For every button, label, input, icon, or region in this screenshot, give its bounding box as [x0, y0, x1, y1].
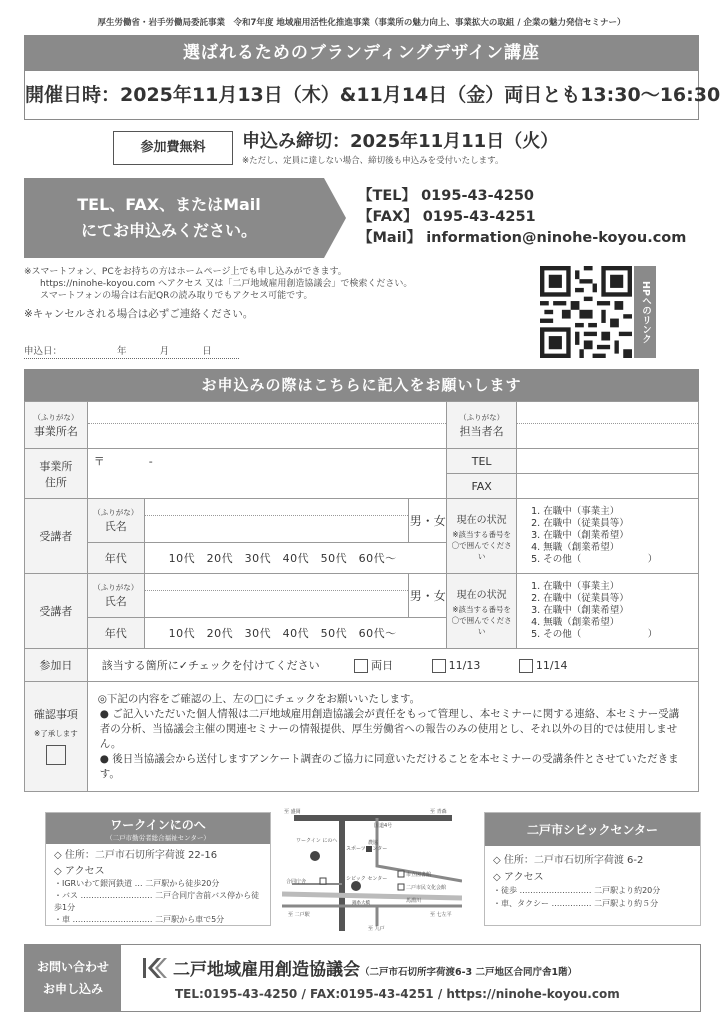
attendee1-name-field[interactable] — [144, 499, 409, 543]
map-label-morioka: 至 盛岡 — [284, 809, 301, 815]
top-note: 厚生労働省・岩手労働局委託事業 令和7年度 地域雇用活性化推進事業（事業所の魅力向上、事業拡大の取組 / 企業の魅力発信セミナー） — [97, 18, 626, 28]
attend-label: 参加日 — [25, 649, 88, 682]
age-label: 年代 — [87, 543, 144, 574]
footer — [24, 944, 701, 1012]
qr-link-tab: HPへのリンク — [634, 266, 656, 358]
event-date: 開催日時：2025年11月13日（木）&11月14日（金）両日とも13:30〜16:30 — [24, 71, 699, 120]
map-label-river: 馬淵川 — [406, 898, 422, 904]
contact-fax: 【FAX】 0195-43-4251 — [358, 209, 536, 225]
fee-badge: 参加費無料 — [113, 131, 233, 165]
attendee1-gender[interactable]: 男・女 — [409, 499, 447, 543]
venue-workin — [45, 812, 271, 926]
access-taxi: ・車、タクシー …………… 二戸駅より約５分 — [493, 899, 659, 908]
apply-method-line1: TEL、FAX、またはMail — [77, 195, 261, 214]
map-label-culture-hall: 二戸市民文化会館 — [406, 885, 447, 891]
company-label: （ふりがな） 事業所名 — [25, 402, 88, 449]
apply-method-line2: にてお申込みください。 — [80, 221, 257, 240]
confirm-text: ◎下記の内容をご確認の上、左の□にチェックをお願いいたします。 ● ご記入いただいた個人情報は二戸地域雇用創造協議会が責任をもって管理し、本セミナーに関する連絡、本セミナー受講者の分析、当協議会主催の関連セミナーの情報提供、厚生労働省への報告のみの使用とし、それ以外の目的では使用しません。 ● 後日当協議会から送付しますアンケート調査のご協力に同意いただけることを本セミナーの受講条件とさせていただきます。 — [87, 682, 698, 792]
map-label-nokyo: 農協 — [368, 840, 379, 846]
venue-civic-address: ◇ 住所：二戸市石切所字荷渡 6-2 — [493, 855, 644, 866]
checkbox-icon[interactable] — [354, 659, 368, 673]
deadline-note: ※ただし、定員に達しない場合、締切後も申込みを受付いたします。 — [242, 156, 504, 166]
address-label: 事業所 住所 — [25, 449, 88, 499]
application-form — [24, 401, 699, 792]
note-url: https://ninohe-koyou.com へアクセス 又は「二戸地域雇用創造協議会」で検索ください。 — [40, 279, 413, 289]
name-label: （ふりがな） 氏名 — [87, 499, 144, 543]
deadline: 申込み締切：2025年11月11日（火） — [242, 131, 559, 152]
attend-1114[interactable]: 11/14 — [516, 659, 568, 672]
attendee2-status-options[interactable]: 1. 在職中（事業主） 2. 在職中（従業員等） 3. 在職中（創業希望） 4. 無職（創業希望） 5. その他（ ） — [517, 574, 699, 649]
attendee2-gender[interactable]: 男・女 — [409, 574, 447, 618]
access-walk: ・徒歩 ……………………… 二戸駅より約20分 — [493, 886, 661, 895]
map-label-govt: 合同庁舎 — [286, 879, 307, 885]
attendee1-label: 受講者 — [25, 499, 88, 574]
note-qr: スマートフォンの場合は右記QRの読み取りでもアクセス可能です。 — [40, 291, 313, 301]
attend-row — [87, 649, 698, 682]
map-label-kunohe: 至 九戸 — [368, 926, 385, 931]
fax-field[interactable] — [517, 474, 699, 499]
map-label-route4: 国道4号 — [374, 823, 393, 829]
attend-instruction: 該当する箇所に✓チェックを付けてください — [101, 659, 320, 672]
notes — [24, 266, 412, 320]
org-name: 二戸地域雇用創造協議会（二戸市石切所字荷渡6-3 二戸地区合同庁舎1階） — [173, 960, 578, 980]
status-label: 現在の状況 ※該当する番号を〇で囲んでください — [447, 574, 517, 649]
access-bus: ・バス ……………………… 二戸合同庁舎前バス停から徒歩1分 — [54, 891, 260, 912]
address-field[interactable] — [87, 449, 446, 499]
checkbox-icon[interactable] — [519, 659, 533, 673]
person-label: （ふりがな） 担当者名 — [447, 402, 517, 449]
note-online: ※スマートフォン、PCをお持ちの方はホームページ上でも申し込みができます。 — [24, 267, 347, 277]
name-label: （ふりがな） 氏名 — [87, 574, 144, 618]
map-label-workin: ワークイン にのへ — [296, 838, 338, 844]
map-label-station: 至 二戸駅 — [288, 912, 310, 918]
apply-date-month: 月 — [159, 346, 170, 357]
contact-mail[interactable]: 【Mail】 information@ninohe-koyou.com — [358, 230, 687, 246]
venue-workin-access: ◇ アクセス — [54, 866, 105, 877]
status-label: 現在の状況 ※該当する番号を〇で囲んでください — [447, 499, 517, 574]
contact-info — [358, 186, 686, 249]
map-label-aomori: 至 青森 — [430, 809, 447, 815]
attendee2-name-field[interactable] — [144, 574, 409, 618]
confirm-label: 確認事項 ※了承します — [25, 682, 88, 792]
confirm-checkbox-icon[interactable] — [46, 745, 66, 765]
map-label-civic: シビック センター — [346, 876, 388, 882]
map-label-bridge: 錦糸大橋 — [352, 901, 370, 906]
map-label-sports: スポーツ センター — [346, 846, 388, 852]
apply-date-day: 日 — [202, 346, 212, 357]
page-title: 選ばれるためのブランディングデザイン講座 — [24, 35, 699, 71]
attendee1-status-options[interactable]: 1. 在職中（事業主） 2. 在職中（従業員等） 3. 在職中（創業希望） 4. 無職（創業希望） 5. その他（ ） — [517, 499, 699, 574]
attendee2-age-options[interactable]: 10代 20代 30代 40代 50代 60代〜 — [144, 618, 447, 649]
age-label: 年代 — [87, 618, 144, 649]
contact-tel: 【TEL】 0195-43-4250 — [358, 188, 535, 204]
tel-label: TEL — [447, 449, 517, 474]
arrow-icon — [324, 178, 346, 258]
postal-code: 〒 - — [93, 455, 153, 468]
checkbox-icon[interactable] — [432, 659, 446, 673]
attend-1113[interactable]: 11/13 — [429, 659, 481, 672]
person-field[interactable] — [517, 402, 699, 449]
company-field[interactable] — [87, 402, 446, 449]
note-cancel: ※キャンセルされる場合は必ずご連絡ください。 — [24, 308, 254, 320]
venue-workin-address: ◇ 住所：二戸市石切所字荷渡 22-16 — [54, 850, 218, 861]
org-logo-icon — [143, 958, 167, 978]
qr-code-icon[interactable] — [540, 266, 632, 358]
access-map — [282, 806, 462, 931]
attendee2-label: 受講者 — [25, 574, 88, 649]
apply-date-year: 年 — [117, 346, 127, 357]
attendee1-age-options[interactable]: 10代 20代 30代 40代 50代 60代〜 — [144, 543, 447, 574]
access-car: ・車 ………………………… 二戸駅から車で5分 — [54, 915, 225, 924]
tel-field[interactable] — [517, 449, 699, 474]
attend-both[interactable]: 両日 — [351, 659, 393, 672]
venue-workin-title: ワークインにのへ （二戸市勤労者総合福祉センター） — [46, 813, 270, 844]
apply-date-label: 申込日： — [24, 346, 63, 357]
form-title: お申込みの際はこちらに記入をお願いします — [24, 369, 699, 401]
fax-label: FAX — [447, 474, 517, 499]
venue-civic — [484, 812, 701, 926]
footer-label: お問い合わせ お申し込み — [25, 945, 121, 1011]
map-label-shichisa: 至 七左平 — [430, 912, 452, 918]
access-train: ・IGRいわて銀河鉄道 … 二戸駅から徒歩20分 — [54, 879, 220, 888]
apply-date — [24, 343, 239, 359]
venue-civic-access: ◇ アクセス — [493, 872, 544, 883]
venue-civic-title: 二戸市シビックセンター — [485, 813, 700, 846]
map-label-library: 市立図書館 — [406, 872, 432, 878]
apply-method-banner — [24, 178, 324, 258]
footer-contact[interactable]: TEL:0195-43-4250 / FAX:0195-43-4251 / https://ninohe-koyou.com — [175, 987, 620, 1001]
